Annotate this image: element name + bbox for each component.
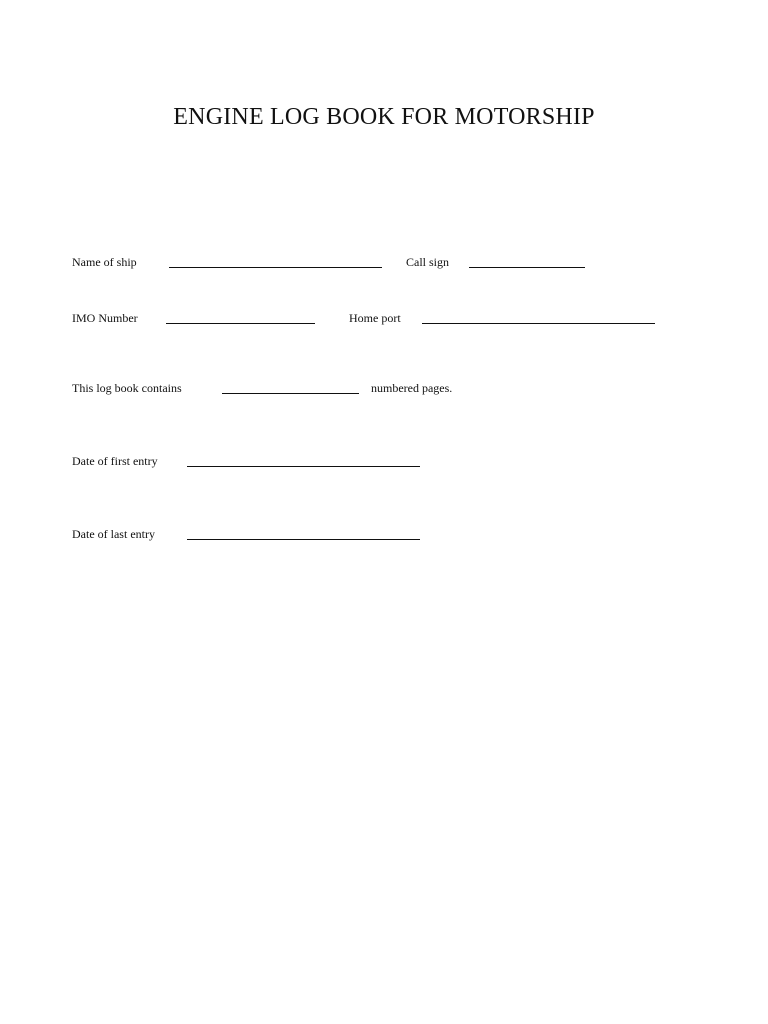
first-entry-field[interactable]	[187, 466, 420, 467]
imo-number-field[interactable]	[166, 323, 315, 324]
first-entry-label: Date of first entry	[72, 454, 158, 468]
last-entry-field[interactable]	[187, 539, 420, 540]
call-sign-field[interactable]	[469, 267, 585, 268]
page-count-field[interactable]	[222, 393, 359, 394]
page-title: ENGINE LOG BOOK FOR MOTORSHIP	[173, 104, 595, 130]
last-entry-label: Date of last entry	[72, 527, 155, 541]
name-of-ship-field[interactable]	[169, 267, 382, 268]
imo-number-label: IMO Number	[72, 311, 138, 325]
call-sign-label: Call sign	[406, 255, 450, 269]
home-port-label: Home port	[349, 311, 401, 325]
home-port-field[interactable]	[422, 323, 655, 324]
page-count-suffix: numbered pages.	[371, 381, 453, 395]
name-of-ship-label: Name of ship	[72, 255, 137, 269]
page-count-label: This log book contains	[72, 381, 182, 395]
